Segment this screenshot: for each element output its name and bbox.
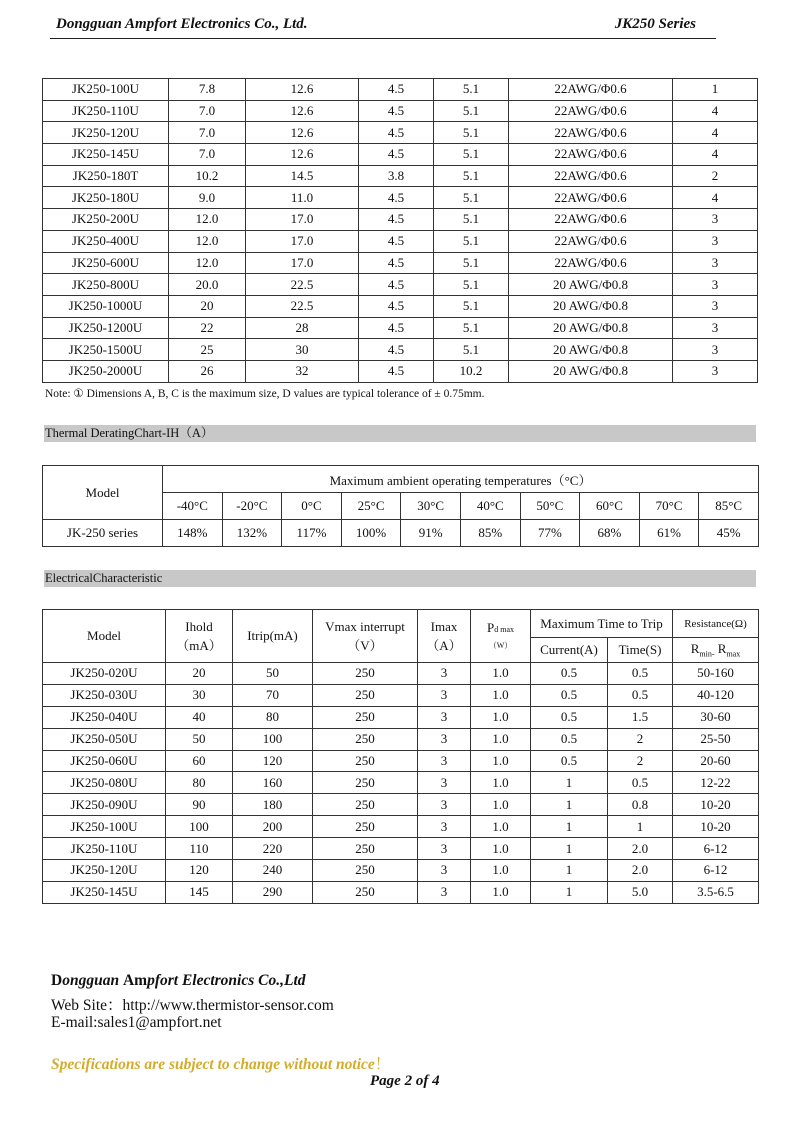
value-cell: 0.5 <box>608 772 673 794</box>
value-cell: 4.5 <box>359 79 434 101</box>
value-cell: 3 <box>418 794 471 816</box>
value-cell: 25 <box>169 339 246 361</box>
value-cell: 1.0 <box>471 684 531 706</box>
model-cell: JK250-120U <box>43 860 166 882</box>
thermal-model-header: Model <box>43 466 163 520</box>
model-cell: JK250-800U <box>43 274 169 296</box>
value-cell: 5.1 <box>434 274 509 296</box>
value-cell: 2 <box>608 750 673 772</box>
value-cell: 22AWG/Φ0.6 <box>509 209 673 231</box>
model-cell: JK250-180U <box>43 187 169 209</box>
value-cell: 1 <box>531 772 608 794</box>
temperature-header: -40°C <box>163 493 223 520</box>
temperature-header: 0°C <box>282 493 342 520</box>
value-cell: 1 <box>531 860 608 882</box>
value-cell: 3 <box>673 230 758 252</box>
value-cell: 22AWG/Φ0.6 <box>509 230 673 252</box>
value-cell: 7.0 <box>169 144 246 166</box>
table-row <box>43 663 759 685</box>
value-cell: 4.5 <box>359 122 434 144</box>
value-cell: 5.1 <box>434 209 509 231</box>
model-cell: JK250-180T <box>43 165 169 187</box>
value-cell: 2.0 <box>608 860 673 882</box>
value-cell: 20 <box>166 663 233 685</box>
value-cell: 12.6 <box>246 100 359 122</box>
value-cell: 4.5 <box>359 339 434 361</box>
value-cell: 28 <box>246 317 359 339</box>
value-cell: 2.0 <box>608 838 673 860</box>
value-cell: 40 <box>166 706 233 728</box>
value-cell: 22AWG/Φ0.6 <box>509 122 673 144</box>
change-notice: Specifications are subject to change without notice！ <box>51 1056 391 1073</box>
table-row <box>43 122 758 144</box>
value-cell: 22AWG/Φ0.6 <box>509 100 673 122</box>
table-row <box>43 79 758 101</box>
model-cell: JK250-1200U <box>43 317 169 339</box>
value-cell: 22AWG/Φ0.6 <box>509 165 673 187</box>
value-cell: 0.5 <box>531 706 608 728</box>
derating-value: 132% <box>222 520 282 547</box>
value-cell: 4.5 <box>359 317 434 339</box>
derating-value: 117% <box>282 520 342 547</box>
value-cell: 9.0 <box>169 187 246 209</box>
value-cell: 4.5 <box>359 187 434 209</box>
table-row <box>43 750 759 772</box>
value-cell: 180 <box>233 794 313 816</box>
value-cell: 32 <box>246 360 359 382</box>
value-cell: 20 AWG/Φ0.8 <box>509 339 673 361</box>
value-cell: 3 <box>418 816 471 838</box>
value-cell: 220 <box>233 838 313 860</box>
value-cell: 3 <box>418 750 471 772</box>
table-row <box>43 728 759 750</box>
value-cell: 4 <box>673 187 758 209</box>
value-cell: 20.0 <box>169 274 246 296</box>
derating-value: 91% <box>401 520 461 547</box>
value-cell: 1.0 <box>471 706 531 728</box>
value-cell: 5.1 <box>434 122 509 144</box>
value-cell: 30 <box>246 339 359 361</box>
value-cell: 1.0 <box>471 663 531 685</box>
value-cell: 3 <box>418 706 471 728</box>
value-cell: 4 <box>673 100 758 122</box>
header-pd: Pd max （W） <box>471 610 531 663</box>
value-cell: 10.2 <box>434 360 509 382</box>
value-cell: 50 <box>166 728 233 750</box>
value-cell: 110 <box>166 838 233 860</box>
value-cell: 17.0 <box>246 209 359 231</box>
electrical-table <box>42 609 759 904</box>
header-time: Time(S) <box>608 638 673 663</box>
value-cell: 22AWG/Φ0.6 <box>509 252 673 274</box>
value-cell: 5.0 <box>608 881 673 903</box>
value-cell: 90 <box>166 794 233 816</box>
value-cell: 120 <box>166 860 233 882</box>
value-cell: 0.5 <box>531 684 608 706</box>
table-row <box>43 317 758 339</box>
value-cell: 17.0 <box>246 230 359 252</box>
value-cell: 12.0 <box>169 230 246 252</box>
value-cell: 11.0 <box>246 187 359 209</box>
table-row <box>43 100 758 122</box>
value-cell: 0.5 <box>531 663 608 685</box>
table-row <box>43 274 758 296</box>
value-cell: 3 <box>673 339 758 361</box>
model-cell: JK250-100U <box>43 816 166 838</box>
value-cell: 1.0 <box>471 881 531 903</box>
model-cell: JK250-080U <box>43 772 166 794</box>
value-cell: 1.0 <box>471 816 531 838</box>
value-cell: 20 AWG/Φ0.8 <box>509 317 673 339</box>
value-cell: 30-60 <box>673 706 759 728</box>
value-cell: 3 <box>673 360 758 382</box>
table-row <box>43 144 758 166</box>
header-company: Dongguan Ampfort Electronics Co., Ltd. <box>56 16 308 32</box>
thermal-temp-header: Maximum ambient operating temperatures（°C） <box>163 466 759 493</box>
model-cell: JK250-120U <box>43 122 169 144</box>
value-cell: 250 <box>313 663 418 685</box>
model-cell: JK250-060U <box>43 750 166 772</box>
value-cell: 250 <box>313 860 418 882</box>
table-row <box>43 360 758 382</box>
value-cell: 7.8 <box>169 79 246 101</box>
value-cell: 250 <box>313 728 418 750</box>
table-row <box>43 339 758 361</box>
value-cell: 4.5 <box>359 295 434 317</box>
value-cell: 0.5 <box>608 663 673 685</box>
model-cell: JK250-600U <box>43 252 169 274</box>
value-cell: 3 <box>418 860 471 882</box>
table-row <box>43 165 758 187</box>
value-cell: 120 <box>233 750 313 772</box>
value-cell: 240 <box>233 860 313 882</box>
value-cell: 160 <box>233 772 313 794</box>
model-cell: JK250-200U <box>43 209 169 231</box>
value-cell: 4.5 <box>359 274 434 296</box>
derating-value: 100% <box>341 520 401 547</box>
value-cell: 80 <box>233 706 313 728</box>
value-cell: 4.5 <box>359 252 434 274</box>
value-cell: 200 <box>233 816 313 838</box>
temperature-header: 50°C <box>520 493 580 520</box>
value-cell: 4 <box>673 122 758 144</box>
value-cell: 145 <box>166 881 233 903</box>
temperature-header: 85°C <box>699 493 759 520</box>
value-cell: 1 <box>531 838 608 860</box>
value-cell: 1.0 <box>471 794 531 816</box>
temperature-header: 40°C <box>460 493 520 520</box>
model-cell: JK250-040U <box>43 706 166 728</box>
model-cell: JK250-100U <box>43 79 169 101</box>
value-cell: 1.0 <box>471 860 531 882</box>
derating-value: 85% <box>460 520 520 547</box>
value-cell: 250 <box>313 684 418 706</box>
value-cell: 250 <box>313 750 418 772</box>
value-cell: 3 <box>418 728 471 750</box>
header-vmax: Vmax interrupt （V） <box>313 610 418 663</box>
value-cell: 250 <box>313 881 418 903</box>
value-cell: 60 <box>166 750 233 772</box>
model-cell: JK250-1500U <box>43 339 169 361</box>
value-cell: 4.5 <box>359 100 434 122</box>
value-cell: 5.1 <box>434 252 509 274</box>
table-row <box>43 209 758 231</box>
table-row <box>43 706 759 728</box>
table-row <box>43 860 759 882</box>
value-cell: 1 <box>531 816 608 838</box>
table-row <box>43 230 758 252</box>
value-cell: 12.6 <box>246 79 359 101</box>
header-ihold: Ihold （mA） <box>166 610 233 663</box>
value-cell: 5.1 <box>434 339 509 361</box>
value-cell: 5.1 <box>434 187 509 209</box>
value-cell: 10-20 <box>673 816 759 838</box>
header-resistance: Resistance(Ω) <box>673 610 759 638</box>
thermal-section-title: Thermal DeratingChart-IH（A） <box>44 425 756 442</box>
value-cell: 5.1 <box>434 317 509 339</box>
value-cell: 12-22 <box>673 772 759 794</box>
value-cell: 0.5 <box>608 684 673 706</box>
value-cell: 2 <box>608 728 673 750</box>
value-cell: 0.5 <box>531 728 608 750</box>
value-cell: 12.0 <box>169 252 246 274</box>
value-cell: 3 <box>673 252 758 274</box>
value-cell: 20 AWG/Φ0.8 <box>509 274 673 296</box>
temperature-header: 25°C <box>341 493 401 520</box>
value-cell: 5.1 <box>434 165 509 187</box>
model-cell: JK250-145U <box>43 144 169 166</box>
value-cell: 100 <box>166 816 233 838</box>
value-cell: 250 <box>313 816 418 838</box>
table-row <box>43 794 759 816</box>
header-rmin-rmax: $R_{min-}$ $R_{max}$ <box>673 638 759 663</box>
derating-value: 77% <box>520 520 580 547</box>
value-cell: 50-160 <box>673 663 759 685</box>
value-cell: 3 <box>418 663 471 685</box>
value-cell: 10.2 <box>169 165 246 187</box>
value-cell: 3 <box>673 295 758 317</box>
value-cell: 4 <box>673 144 758 166</box>
value-cell: 1 <box>531 881 608 903</box>
dimensions-note: Note: ① Dimensions A, B, C is the maximum size, D values are typical tolerance of ± 0.75mm. <box>45 388 485 400</box>
value-cell: 250 <box>313 772 418 794</box>
value-cell: 1 <box>673 79 758 101</box>
model-cell: JK-250 series <box>43 520 163 547</box>
value-cell: 20-60 <box>673 750 759 772</box>
value-cell: 1 <box>608 816 673 838</box>
value-cell: 1.5 <box>608 706 673 728</box>
value-cell: 30 <box>166 684 233 706</box>
value-cell: 10-20 <box>673 794 759 816</box>
table-row <box>43 772 759 794</box>
value-cell: 12.0 <box>169 209 246 231</box>
electrical-section-title: ElectricalCharacteristic <box>44 570 756 587</box>
model-cell: JK250-090U <box>43 794 166 816</box>
table-row <box>43 838 759 860</box>
value-cell: 250 <box>313 706 418 728</box>
value-cell: 6-12 <box>673 838 759 860</box>
value-cell: 4.5 <box>359 209 434 231</box>
thermal-derating-table <box>42 465 759 547</box>
model-cell: JK250-400U <box>43 230 169 252</box>
derating-value: 68% <box>580 520 640 547</box>
value-cell: 3 <box>418 684 471 706</box>
value-cell: 20 <box>169 295 246 317</box>
table-row <box>43 295 758 317</box>
value-cell: 7.0 <box>169 100 246 122</box>
value-cell: 250 <box>313 794 418 816</box>
value-cell: 5.1 <box>434 79 509 101</box>
value-cell: 250 <box>313 838 418 860</box>
model-cell: JK250-110U <box>43 838 166 860</box>
value-cell: 1 <box>531 794 608 816</box>
value-cell: 22.5 <box>246 274 359 296</box>
value-cell: 100 <box>233 728 313 750</box>
value-cell: 20 AWG/Φ0.8 <box>509 295 673 317</box>
value-cell: 5.1 <box>434 144 509 166</box>
value-cell: 20 AWG/Φ0.8 <box>509 360 673 382</box>
value-cell: 3.8 <box>359 165 434 187</box>
header-time-to-trip: Maximum Time to Trip <box>531 610 673 638</box>
value-cell: 22AWG/Φ0.6 <box>509 187 673 209</box>
table-row <box>43 881 759 903</box>
value-cell: 12.6 <box>246 144 359 166</box>
value-cell: 80 <box>166 772 233 794</box>
value-cell: 14.5 <box>246 165 359 187</box>
header-itrip: Itrip(mA) <box>233 610 313 663</box>
value-cell: 26 <box>169 360 246 382</box>
page-header <box>50 14 716 39</box>
value-cell: 3 <box>673 274 758 296</box>
model-cell: JK250-050U <box>43 728 166 750</box>
footer-email: E-mail:sales1@ampfort.net <box>51 1014 222 1031</box>
temperature-header: 70°C <box>639 493 699 520</box>
temperature-header: 30°C <box>401 493 461 520</box>
value-cell: 5.1 <box>434 295 509 317</box>
header-series: JK250 Series <box>614 16 696 32</box>
derating-value: 61% <box>639 520 699 547</box>
value-cell: 3 <box>418 881 471 903</box>
dimensions-table <box>42 78 758 383</box>
value-cell: 3 <box>673 317 758 339</box>
value-cell: 7.0 <box>169 122 246 144</box>
value-cell: 17.0 <box>246 252 359 274</box>
derating-value: 45% <box>699 520 759 547</box>
value-cell: 6-12 <box>673 860 759 882</box>
value-cell: 22 <box>169 317 246 339</box>
value-cell: 290 <box>233 881 313 903</box>
derating-value: 148% <box>163 520 223 547</box>
table-row <box>43 187 758 209</box>
temperature-header: -20°C <box>222 493 282 520</box>
value-cell: 3 <box>418 772 471 794</box>
table-row <box>43 252 758 274</box>
value-cell: 22AWG/Φ0.6 <box>509 144 673 166</box>
value-cell: 4.5 <box>359 230 434 252</box>
model-cell: JK250-1000U <box>43 295 169 317</box>
value-cell: 50 <box>233 663 313 685</box>
page-number: Page 2 of 4 <box>370 1073 440 1089</box>
value-cell: 3.5-6.5 <box>673 881 759 903</box>
value-cell: 0.5 <box>531 750 608 772</box>
value-cell: 0.8 <box>608 794 673 816</box>
model-cell: JK250-145U <box>43 881 166 903</box>
value-cell: 1.0 <box>471 728 531 750</box>
header-model: Model <box>43 610 166 663</box>
temperature-header: 60°C <box>580 493 640 520</box>
header-current: Current(A) <box>531 638 608 663</box>
value-cell: 5.1 <box>434 230 509 252</box>
model-cell: JK250-020U <box>43 663 166 685</box>
value-cell: 2 <box>673 165 758 187</box>
value-cell: 1.0 <box>471 772 531 794</box>
value-cell: 4.5 <box>359 360 434 382</box>
footer-website: Web Site：http://www.thermistor-sensor.com <box>51 997 334 1014</box>
value-cell: 40-120 <box>673 684 759 706</box>
value-cell: 12.6 <box>246 122 359 144</box>
table-row <box>43 816 759 838</box>
model-cell: JK250-030U <box>43 684 166 706</box>
model-cell: JK250-110U <box>43 100 169 122</box>
value-cell: 22.5 <box>246 295 359 317</box>
value-cell: 1.0 <box>471 750 531 772</box>
value-cell: 22AWG/Φ0.6 <box>509 79 673 101</box>
value-cell: 1.0 <box>471 838 531 860</box>
value-cell: 4.5 <box>359 144 434 166</box>
value-cell: 3 <box>418 838 471 860</box>
header-imax: Imax （A） <box>418 610 471 663</box>
value-cell: 5.1 <box>434 100 509 122</box>
footer-company: Dongguan Ampfort Electronics Co.,Ltd <box>51 972 306 989</box>
value-cell: 3 <box>673 209 758 231</box>
model-cell: JK250-2000U <box>43 360 169 382</box>
table-row <box>43 684 759 706</box>
value-cell: 70 <box>233 684 313 706</box>
value-cell: 25-50 <box>673 728 759 750</box>
